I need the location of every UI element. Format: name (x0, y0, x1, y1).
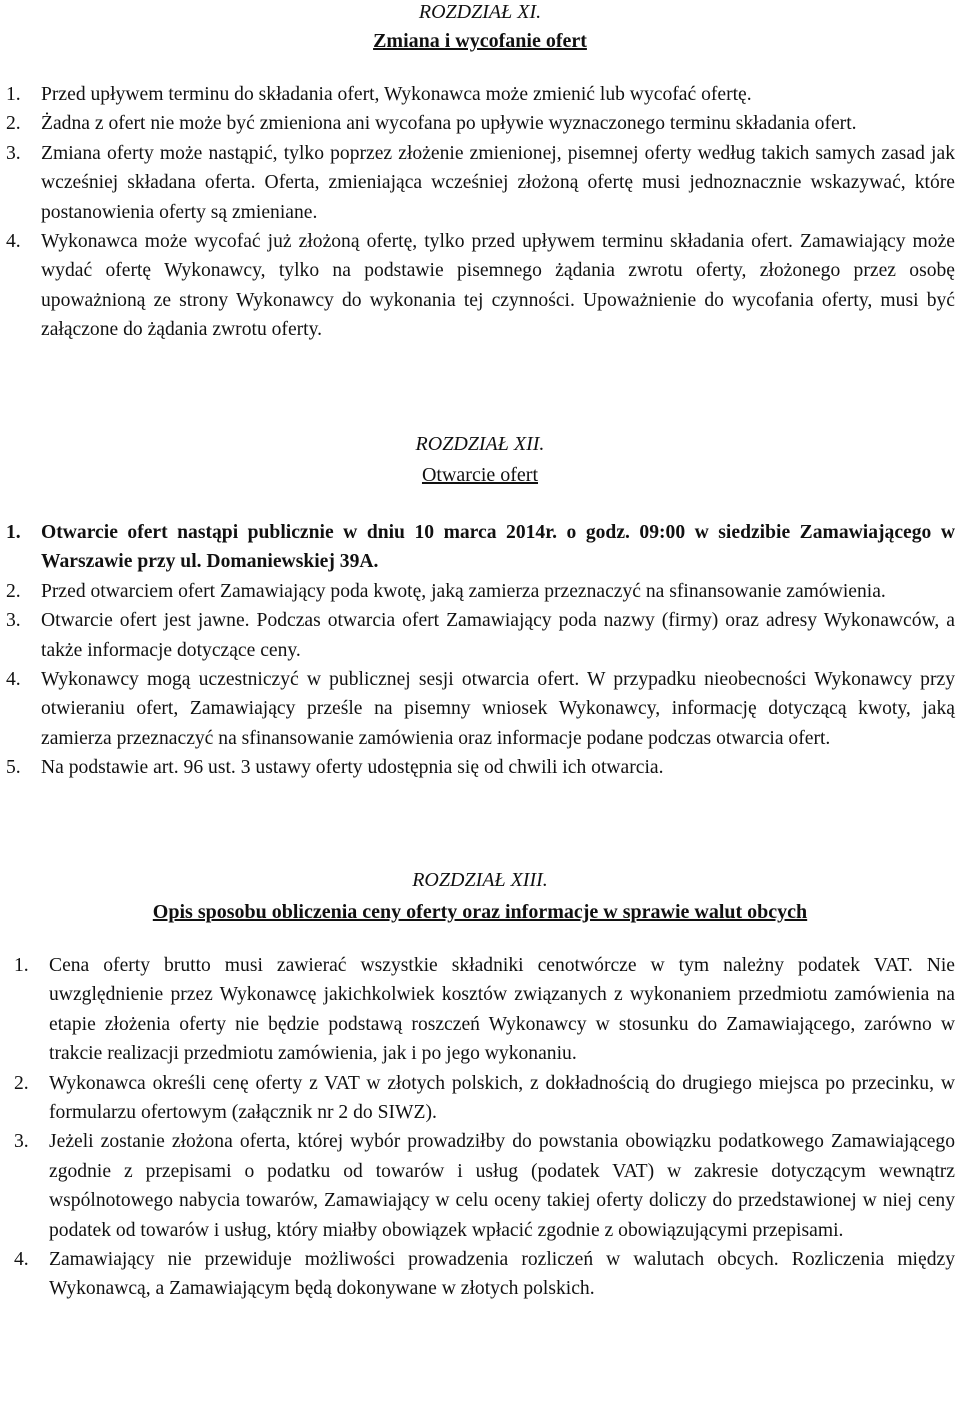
list-item: 3. Jeżeli zostanie złożona oferta, której wybór prowadziłby do powstania obowiązku podatkowego Zamawiającego zgodnie z przepisami o podatku od towarów i usług (podatek VAT) w zakresie dotyczącym wewnątrz wspólnotowego nabycia towarów, Zamawiający w celu oceny takiej oferty doliczy do przedstawionej w niej ceny podatek od towarów i usług, który miałby obowiązek wpłacić zgodnie z obowiązującymi przepisami. (14, 1131, 955, 1241)
list-item-text: Przed upływem terminu do składania ofert, Wykonawca może zmienić lub wycofać ofertę. (41, 84, 752, 105)
section-13-subtitle: Opis sposobu obliczenia ceny oferty oraz informacje w sprawie walut obcych (152, 901, 808, 923)
list-item-text: Wykonawcy mogą uczestniczyć w publicznej sesji otwarcia ofert. W przypadku nieobecności Wykonawcy przy otwieraniu ofert, Zamawiający prześle na pisemny wniosek Wykonawcy, informację dotyczącą kwoty, jaką zamierza przeznaczyć na sfinansowanie zamówienia oraz informacje podane podczas otwarcia ofert. (41, 669, 955, 749)
list-item-text: Jeżeli zostanie złożona oferta, której wybór prowadziłby do powstania obowiązku podatkowego Zamawiającego zgodnie z przepisami o podatku od towarów i usług (podatek VAT) w zakresie dotyczącym wewnątrz wspólnotowego nabycia towarów, Zamawiający w celu oceny takiej oferty doliczy do przedstawionej w niej ceny podatek od towarów i usług, który miałby obowiązek wpłacić zgodnie z obowiązującymi przepisami. (49, 1131, 955, 1241)
list-item-text: Otwarcie ofert nastąpi publicznie w dniu 10 marca 2014r. o godz. 09:00 w siedzibie Zamawiającego w Warszawie przy ul. Domaniewskiej 39A. (41, 522, 955, 573)
list-item-text: Na podstawie art. 96 ust. 3 ustawy oferty udostępnia się od chwili ich otwarcia. (41, 757, 664, 779)
list-item: 1. Przed upływem terminu do składania ofert, Wykonawca może zmienić lub wycofać ofertę. (6, 84, 752, 105)
list-item: 2. Wykonawca określi cenę oferty z VAT w złotych polskich, z dokładnością do drugiego miejsca po przecinku, w formularzu ofertowym (załącznik nr 2 do SIWZ). (14, 1072, 955, 1124)
section-11-list (6, 80, 955, 345)
list-item-text: Cena oferty brutto musi zawierać wszystkie składniki cenotwórcze w tym należny podatek VAT. Nie uwzględnienie przez Wykonawcę jakichkolwiek kosztów związanych z wykonaniem przedmiotu zamówienia na etapie złożenia oferty nie będzie podstawą roszczeń Wykonawcy w stosunku do Zamawiającego, zarówno w trakcie realizacji przedmiotu zamówienia, jak i po jego wykonaniu. (49, 955, 955, 1065)
list-item-text: Wykonawca określi cenę oferty z VAT w złotych polskich, z dokładnością do drugiego miejsca po przecinku, w formularzu ofertowym (załącznik nr 2 do SIWZ). (49, 1072, 955, 1124)
list-item: 2. Żadna z ofert nie może być zmieniona ani wycofana po upływie wyznaczonego terminu składania ofert. (6, 113, 857, 135)
list-item: 2. Przed otwarciem ofert Zamawiający poda kwotę, jaką zamierza przeznaczyć na sfinansowanie zamówienia. (6, 580, 886, 602)
section-11-title: ROZDZIAŁ XI. (418, 1, 542, 23)
list-item-text: Zmiana oferty może nastąpić, tylko poprzez złożenie zmienionej, pisemnej oferty według takich samych zasad jak wcześniej składana oferta. Oferta, zmieniająca wcześniej złożoną ofertę musi jednoznacznie wskazywać, które postanowienia oferty są zmieniane. (41, 142, 955, 223)
list-item: 5. Na podstawie art. 96 ust. 3 ustawy oferty udostępnia się od chwili ich otwarcia. (6, 757, 664, 779)
section-12-list (6, 518, 955, 783)
list-item-text: Przed otwarciem ofert Zamawiający poda kwotę, jaką zamierza przeznaczyć na sfinansowanie zamówienia. (41, 580, 886, 602)
section-12-title: ROZDZIAŁ XII. (415, 433, 545, 455)
section-12-subtitle: Otwarcie ofert (421, 464, 539, 486)
list-item: 4. Zamawiający nie przewiduje możliwości prowadzenia rozliczeń w walutach obcych. Rozliczenia między Wykonawcą, a Zamawiającym będą dokonywane w złotych polskich. (14, 1249, 955, 1300)
list-item: 3. Zmiana oferty może nastąpić, tylko poprzez złożenie zmienionej, pisemnej oferty według takich samych zasad jak wcześniej składana oferta. Oferta, zmieniająca wcześniej złożoną ofertę musi jednoznacznie wskazywać, które postanowienia oferty są zmieniane. (6, 142, 955, 223)
list-item: 3. Otwarcie ofert jest jawne. Podczas otwarcia ofert Zamawiający poda nazwy (firmy) oraz adresy Wykonawców, a także informacje dotyczące ceny. (6, 610, 955, 661)
list-item: 4. Wykonawcy mogą uczestniczyć w publicznej sesji otwarcia ofert. W przypadku nieobecności Wykonawcy przy otwieraniu ofert, Zamawiający prześle na pisemny wniosek Wykonawcy, informację dotyczącą kwoty, jaką zamierza przeznaczyć na sfinansowanie zamówienia oraz informacje podane podczas otwarcia ofert. (6, 669, 955, 749)
list-item-text: Zamawiający nie przewiduje możliwości prowadzenia rozliczeń w walutach obcych. Rozliczenia między Wykonawcą, a Zamawiającym będą dokonywane w złotych polskich. (49, 1249, 955, 1300)
list-item: 1. Cena oferty brutto musi zawierać wszystkie składniki cenotwórcze w tym należny podatek VAT. Nie uwzględnienie przez Wykonawcę jakichkolwiek kosztów związanych z wykonaniem przedmiotu zamówienia na etapie złożenia oferty nie będzie podstawą roszczeń Wykonawcy w stosunku do Zamawiającego, zarówno w trakcie realizacji przedmiotu zamówienia, jak i po jego wykonaniu. (14, 955, 955, 1065)
list-item: 4. Wykonawca może wycofać już złożoną ofertę, tylko przed upływem terminu składania ofert. Zamawiający może wydać ofertę Wykonawcy, tylko na podstawie pisemnego żądania zwrotu oferty, złożonego przez osobę upoważnioną ze strony Wykonawcy do wykonania tej czynności. Upoważnienie do wycofania oferty, musi być załączone do żądania zwrotu oferty. (6, 231, 955, 341)
section-13-title: ROZDZIAŁ XIII. (412, 869, 548, 891)
list-item-text: Żadna z ofert nie może być zmieniona ani wycofana po upływie wyznaczonego terminu składania ofert. (41, 113, 857, 135)
list-item-text: Wykonawca może wycofać już złożoną ofertę, tylko przed upływem terminu składania ofert. Zamawiający może wydać ofertę Wykonawcy, tylko na podstawie pisemnego żądania zwrotu oferty, złożonego przez osobę upoważnioną ze strony Wykonawcy do wykonania tej czynności. Upoważnienie do wycofania oferty, musi być załączone do żądania zwrotu oferty. (41, 231, 955, 341)
section-13-list (14, 951, 955, 1304)
list-item: 1. Otwarcie ofert nastąpi publicznie w dniu 10 marca 2014r. o godz. 09:00 w siedzibie Zamawiającego w Warszawie przy ul. Domaniewskiej 39A. (6, 522, 955, 573)
list-item-text: Otwarcie ofert jest jawne. Podczas otwarcia ofert Zamawiający poda nazwy (firmy) oraz adresy Wykonawców, a także informacje dotyczące ceny. (41, 610, 955, 661)
section-11-subtitle: Zmiana i wycofanie ofert (373, 30, 587, 52)
